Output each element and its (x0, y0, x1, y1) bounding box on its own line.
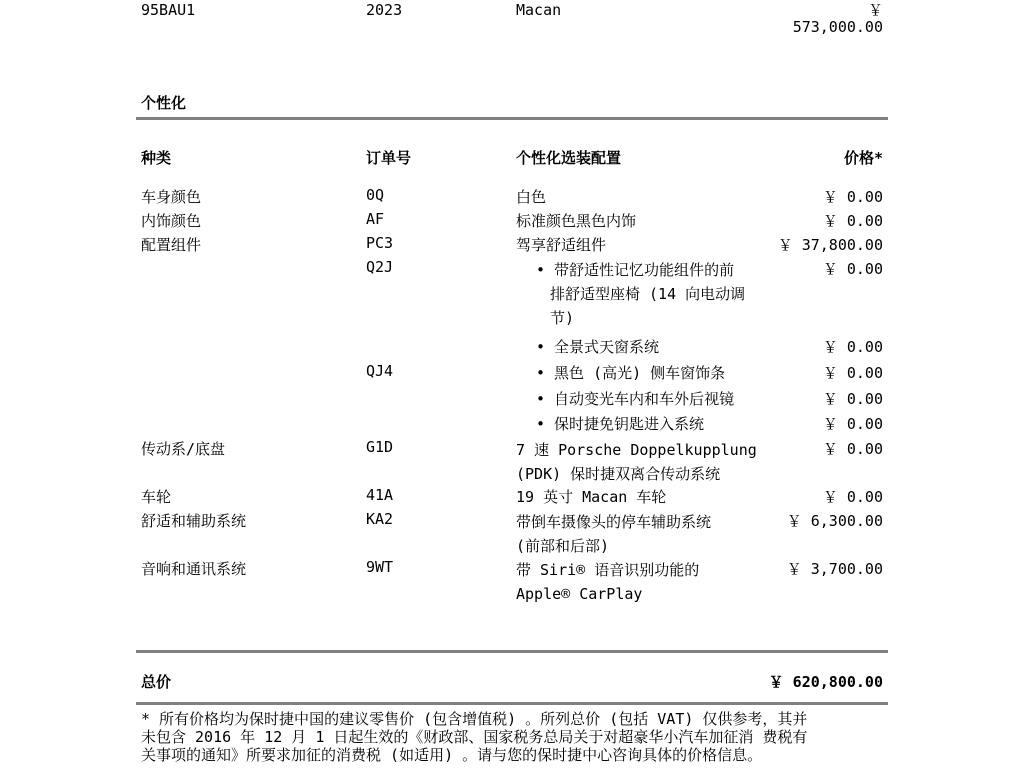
row-code: KA2 (366, 510, 394, 528)
row-category: 车身颜色 (141, 188, 202, 206)
row-price: ￥ 0.00 (822, 488, 883, 506)
row-code: 0Q (366, 186, 385, 204)
row-price: ￥ 3,700.00 (786, 560, 883, 578)
row-option (516, 558, 699, 606)
table-row (0, 362, 1024, 386)
row-price: ￥ 0.00 (822, 390, 883, 408)
row-price: ￥ 0.00 (822, 338, 883, 356)
row-price: ￥ 0.00 (822, 212, 883, 230)
table-row (0, 413, 1024, 437)
row-option: • 全景式天窗系统 (536, 338, 660, 356)
table-row (0, 336, 1024, 360)
row-option: • 自动变光车内和车外后视镜 (536, 390, 735, 408)
table-row (0, 186, 1024, 210)
row-code: PC3 (366, 234, 394, 252)
row-code: 9WT (366, 558, 394, 576)
table-row (0, 388, 1024, 412)
section-title: 个性化 (141, 94, 187, 112)
table-row (0, 258, 1024, 334)
row-price: ￥ 0.00 (822, 188, 883, 206)
row-price: ￥ 6,300.00 (786, 512, 883, 530)
model-year: 2023 (366, 1, 403, 19)
row-category: 内饰颜色 (141, 212, 202, 230)
row-price: ￥ 0.00 (822, 415, 883, 433)
total-label: 总价 (141, 673, 172, 691)
row-option: 19 英寸 Macan 车轮 (516, 488, 667, 506)
header-option: 个性化选装配置 (516, 149, 622, 167)
footnote (141, 710, 886, 764)
table-row (0, 438, 1024, 486)
footnote-line: * 所有价格均为保时捷中国的建议零售价 (包含增值税) 。所列总价 (包括 VAT) 仅供参考，其并 (141, 710, 808, 728)
table-row (0, 510, 1024, 558)
row-option: 标准颜色黑色内饰 (516, 212, 637, 230)
currency-symbol: ￥ (867, 1, 883, 19)
row-option-line: Apple® CarPlay (516, 585, 643, 603)
row-category: 舒适和辅助系统 (141, 512, 247, 530)
row-code: QJ4 (366, 362, 394, 380)
row-code: Q2J (366, 258, 394, 276)
footnote-line: 关事项的通知》所要求加征的消费税 (如适用) 。请与您的保时捷中心咨询具体的价格信息。 (141, 746, 763, 764)
table-header (0, 147, 1024, 171)
row-option (536, 258, 745, 330)
row-option: • 黑色 (高光) 侧车窗饰条 (536, 364, 726, 382)
row-option-line: (PDK) 保时捷双离合传动系统 (516, 465, 721, 483)
table-row (0, 234, 1024, 258)
row-option-line: 带 Siri® 语音识别功能的 (516, 561, 700, 579)
row-category: 车轮 (141, 488, 172, 506)
row-option (516, 438, 757, 486)
header-category: 种类 (141, 149, 172, 167)
row-code: G1D (366, 438, 394, 456)
footnote-line: 未包含 2016 年 12 月 1 日起生效的《财政部、国家税务总局关于对超豪华小汽车加征消 费税有 (141, 728, 808, 746)
total-value: ￥ 620,800.00 (768, 673, 883, 691)
table-row (0, 558, 1024, 606)
total-divider-top (136, 650, 888, 653)
row-option-line: 7 速 Porsche Doppelkupplung (516, 441, 757, 459)
row-option-line: 带倒车摄像头的停车辅助系统 (516, 513, 712, 531)
row-option: 驾享舒适组件 (516, 236, 607, 254)
row-code: AF (366, 210, 385, 228)
row-option-line: 排舒适型座椅 (14 向电动调 (550, 285, 746, 303)
total-divider-bottom (136, 702, 888, 705)
base-price: 573,000.00 (792, 18, 883, 36)
row-option: • 保时捷免钥匙进入系统 (536, 415, 705, 433)
row-category: 音响和通讯系统 (141, 560, 247, 578)
row-option (516, 510, 711, 558)
section-divider (136, 117, 888, 120)
row-price: ￥ 0.00 (822, 260, 883, 278)
row-price: ￥ 0.00 (822, 364, 883, 382)
model-code: 95BAU1 (141, 1, 196, 19)
row-category: 配置组件 (141, 236, 202, 254)
row-option-line: (前部和后部) (516, 537, 610, 555)
header-price: 价格* (843, 149, 883, 167)
row-code: 41A (366, 486, 394, 504)
model-name: Macan (516, 1, 562, 19)
row-option: 白色 (516, 188, 547, 206)
row-option-line: • 带舒适性记忆功能组件的前 (536, 261, 735, 279)
row-price: ￥ 37,800.00 (777, 236, 883, 254)
table-row (0, 210, 1024, 234)
row-price: ￥ 0.00 (822, 440, 883, 458)
row-category: 传动系/底盘 (141, 440, 226, 458)
header-order-no: 订单号 (366, 149, 412, 167)
row-option-line: 节) (550, 309, 575, 327)
table-row (0, 486, 1024, 510)
